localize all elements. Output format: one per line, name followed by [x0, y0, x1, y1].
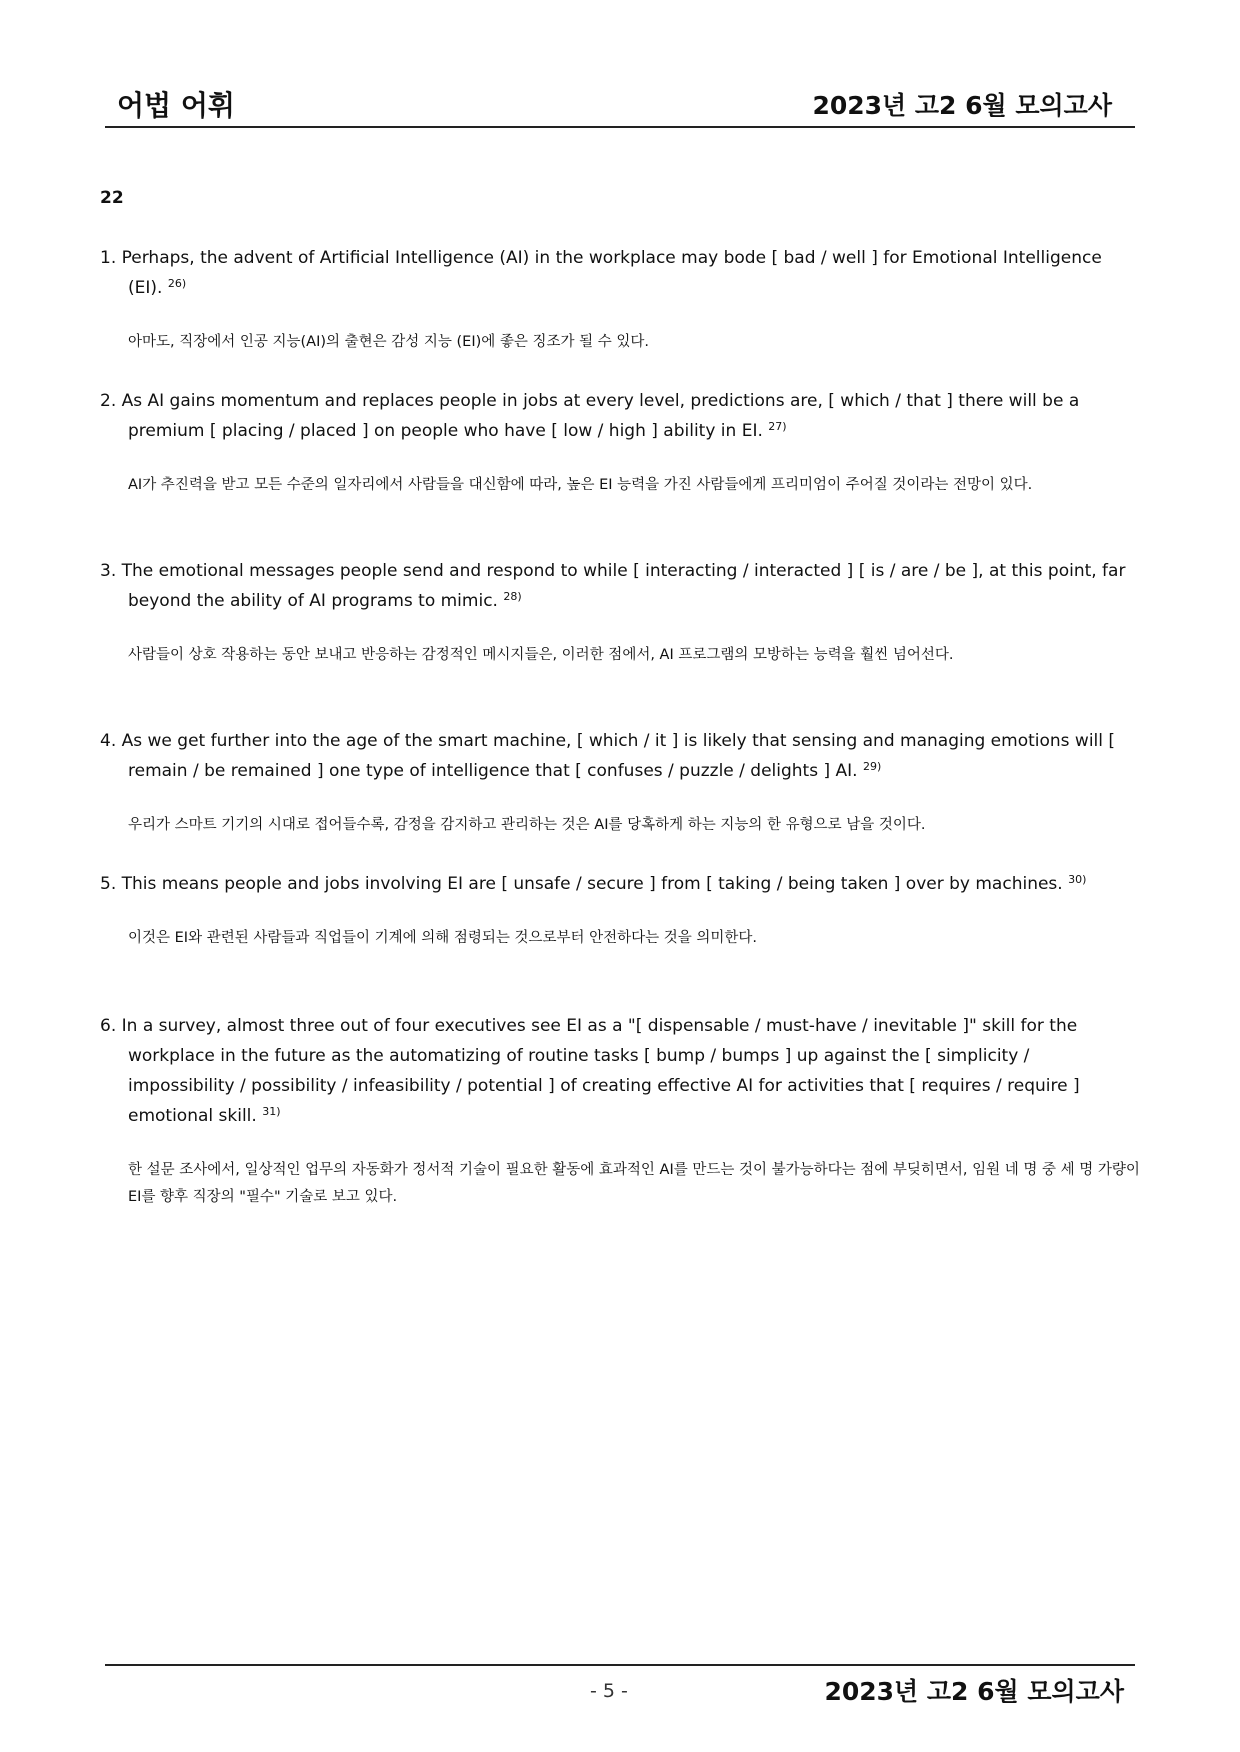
item-korean: 한 설문 조사에서, 일상적인 업무의 자동화가 정서적 기술이 필요한 활동에 효과적인 AI를 만드는 것이 불가능하다는 점에 부딪히면서, 임원 네 명 중 세 명 가량이 EI를 향후 직장의 "필수" 기술로 보고 있다.: [128, 1162, 1140, 1205]
footer-exam-title: 2023년 고2 6월 모의고사: [824, 1677, 1124, 1706]
item-1: [100, 243, 1140, 356]
item-korean: 우리가 스마트 기기의 시대로 접어들수록, 감정을 감지하고 관리하는 것은 AI를 당혹하게 하는 지능의 한 유형으로 남을 것이다.: [128, 817, 926, 833]
item-english: 3. The emotional messages people send and respond to while [ interacting / interacted ] [ is / are / be ], at this point, far beyond the ability of AI programs to mimic.: [100, 561, 1126, 611]
footnote-ref: 31): [262, 1105, 281, 1118]
item-2: [100, 386, 1140, 499]
exam-title: 2023년 고2 6월 모의고사: [812, 91, 1112, 120]
item-korean: 사람들이 상호 작용하는 동안 보내고 반응하는 감정적인 메시지들은, 이러한 점에서, AI 프로그램의 모방하는 능력을 훨씬 넘어선다.: [128, 647, 954, 663]
item-english: 2. As AI gains momentum and replaces people in jobs at every level, predictions are, [ which / that ] there will be a premium [ placing / placed ] on people who have [ low / high ] ability in EI.: [100, 391, 1080, 441]
item-6: [100, 1011, 1140, 1211]
footnote-ref: 27): [768, 420, 787, 433]
page-number: - 5 -: [590, 1680, 628, 1702]
footer-divider: [105, 1664, 1135, 1666]
question-number: 22: [100, 188, 124, 208]
item-english: 6. In a survey, almost three out of four executives see EI as a "[ dispensable / must-have / inevitable ]" skill for the workplace in the future as the automatizing of routine tasks [ bump / bumps ] up against the [ simplicity / impossibility / possibility / infeasibility / potential ] of creating effective AI for activities that [ requires / require ] emotional skill.: [100, 1016, 1080, 1126]
item-korean: 아마도, 직장에서 인공 지능(AI)의 출현은 감성 지능 (EI)에 좋은 징조가 될 수 있다.: [128, 334, 649, 350]
item-3: [100, 556, 1140, 669]
item-4: [100, 726, 1140, 839]
item-korean: 이것은 EI와 관련된 사람들과 직업들이 기계에 의해 점령되는 것으로부터 안전하다는 것을 의미한다.: [128, 930, 758, 946]
header-divider: [105, 126, 1135, 128]
footnote-ref: 29): [862, 760, 882, 773]
section-title: 어법 어휘: [117, 89, 235, 122]
footnote-ref: 28): [503, 590, 522, 603]
item-english: 5. This means people and jobs involving EI are [ unsafe / secure ] from [ taking / being taken ] over by machines.: [100, 874, 1063, 894]
footnote-ref: 30): [1068, 873, 1087, 886]
item-english: 4. As we get further into the age of the smart machine, [ which / it ] is likely that sensing and managing emotions will [ remain / be remained ] one type of intelligence that [ confuses / puzzle / delights ] AI.: [100, 731, 1116, 781]
item-korean: AI가 추진력을 받고 모든 수준의 일자리에서 사람들을 대신함에 따라, 높은 EI 능력을 가진 사람들에게 프리미엄이 주어질 것이라는 전망이 있다.: [128, 477, 1033, 493]
footnote-ref: 26): [167, 277, 187, 290]
item-5: [100, 869, 1140, 952]
item-english: 1. Perhaps, the advent of Artificial Intelligence (AI) in the workplace may bode [ bad / well ] for Emotional Intelligence (EI).: [100, 248, 1102, 298]
